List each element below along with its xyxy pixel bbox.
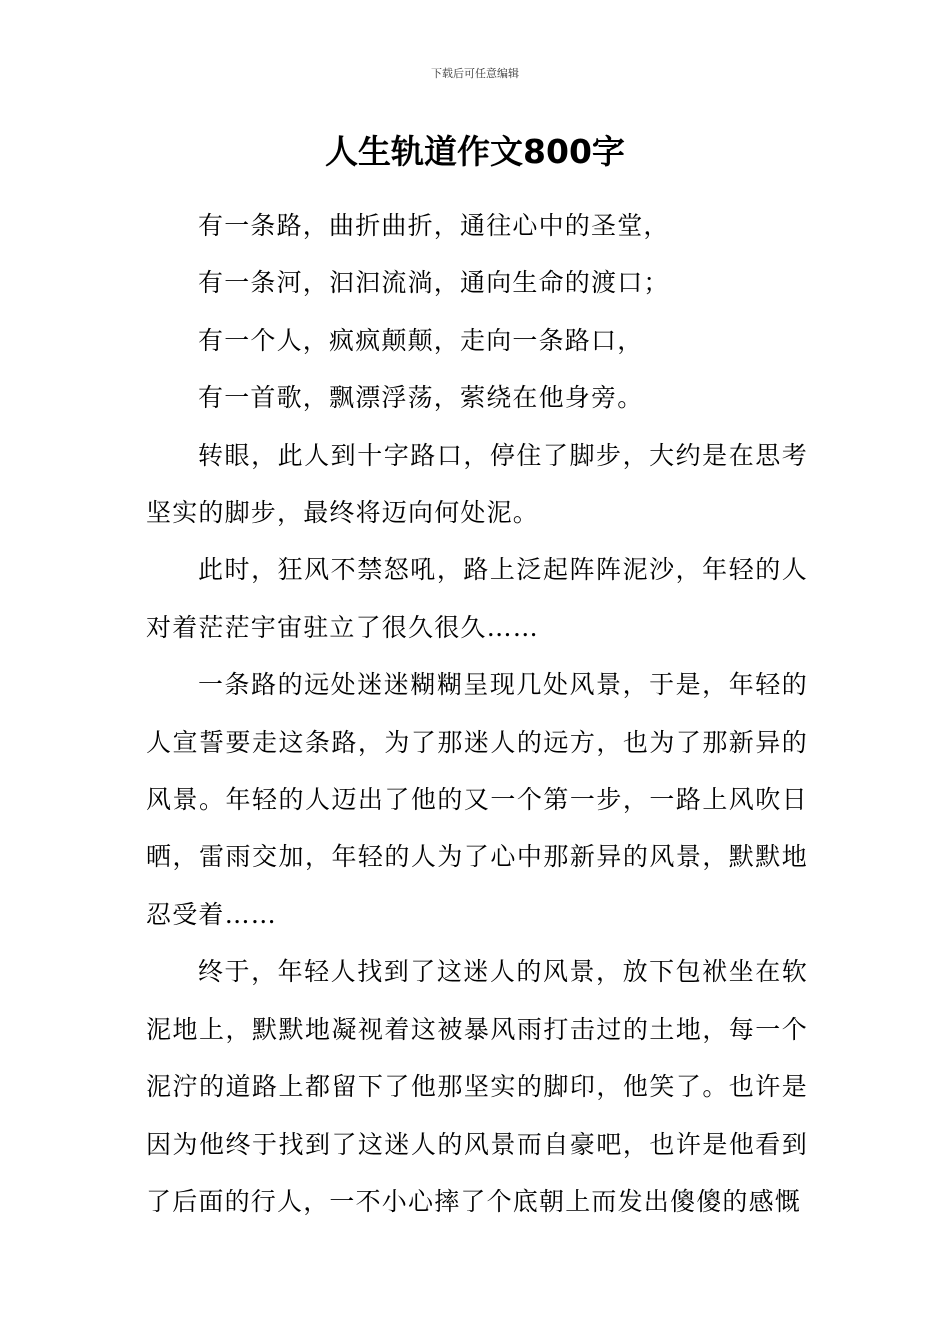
header-note: 下载后可任意编辑 (431, 67, 519, 80)
paragraph: 转眼，此人到十字路口，停住了脚步，大约是在思考坚实的脚步，最终将迈向何处泥。 (146, 440, 808, 528)
paragraph: 有一条河，汩汩流淌，通向生命的渡口； (198, 268, 670, 298)
document-body (146, 197, 808, 1230)
paragraph: 终于，年轻人找到了这迷人的风景，放下包袱坐在软泥地上，默默地凝视着这被暴风雨打击过的土地，每一个泥泞的道路上都留下了他那坚实的脚印，他笑了。也许是因为他终于找到了这迷人的风景而自豪吧，也许是他看到了后面的行人，一不小心摔了个底朝上而发出傻傻的感慨 (146, 957, 808, 1216)
paragraph: 有一条路，曲折曲折，通往心中的圣堂， (198, 211, 670, 240)
paragraph: 有一个人，疯疯颠颠，走向一条路口， (198, 325, 644, 355)
paragraph: 一条路的远处迷迷糊糊呈现几处风景，于是，年轻的人宣誓要走这条路，为了那迷人的远方，也为了那新异的风景。年轻的人迈出了他的又一个第一步，一路上风吹日晒，雷雨交加，年轻的人为了心中那新异的风景，默默地忍受着…… (146, 670, 808, 929)
paragraph: 此时，狂风不禁怒吼，路上泛起阵阵泥沙，年轻的人对着茫茫宇宙驻立了很久很久…… (146, 555, 808, 642)
paragraph: 有一首歌，飘漂浮荡，萦绕在他身旁。 (198, 383, 644, 413)
document-title: 人生轨道作文800字 (325, 132, 625, 171)
